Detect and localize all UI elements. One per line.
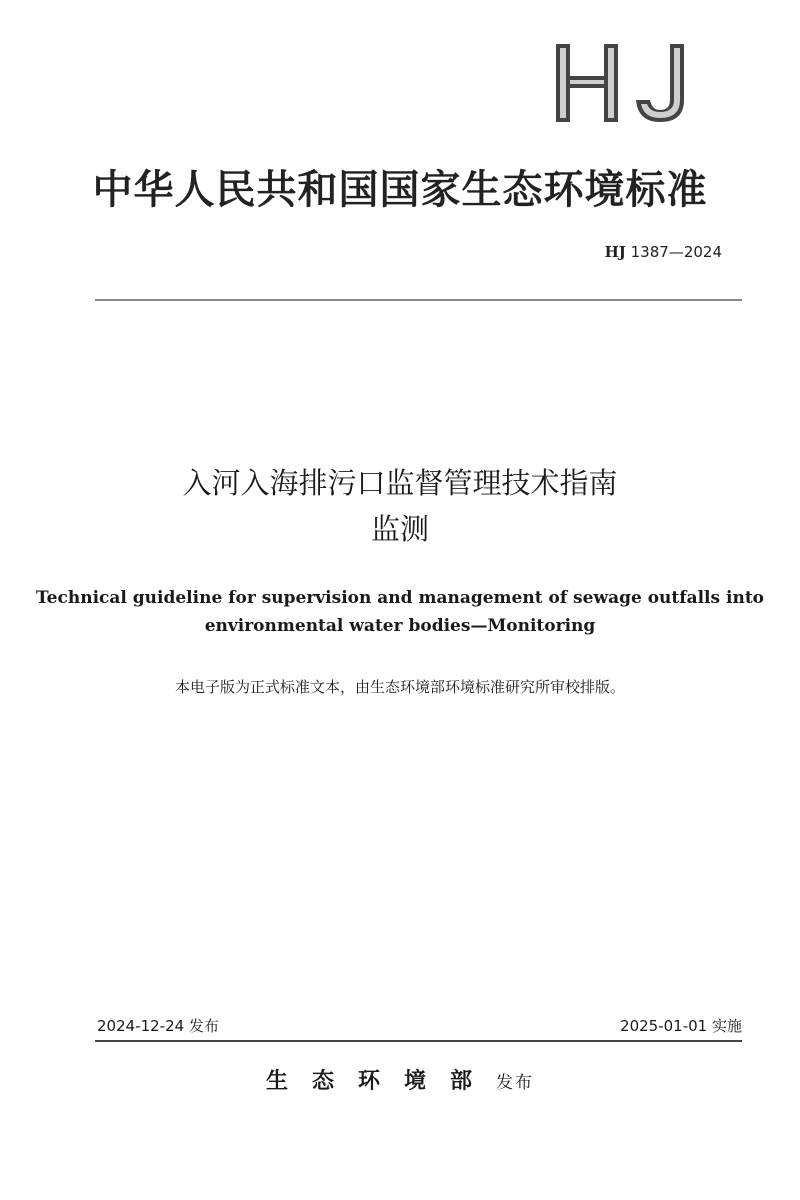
english-title-line-1: Technical guideline for supervision and management of sewage outfalls into bbox=[35, 588, 765, 608]
publisher-org: 生态环境部 bbox=[265, 1068, 496, 1094]
english-title-line-2: environmental water bodies—Monitoring bbox=[204, 616, 596, 636]
english-title bbox=[0, 584, 800, 640]
chinese-title-line-1: 入河入海排污口监督管理技术指南 bbox=[182, 466, 618, 500]
hj-logo bbox=[552, 38, 702, 128]
standard-code: HJ bbox=[604, 243, 626, 261]
publisher-verb: 发布 bbox=[496, 1073, 534, 1093]
issue-date: 2024-12-24 发布 bbox=[97, 1017, 219, 1035]
chinese-title bbox=[0, 460, 800, 552]
national-standard-title: 中华人民共和国国家生态环境标准 bbox=[92, 166, 708, 213]
hj-logo-mark bbox=[552, 38, 702, 128]
chinese-title-line-2: 监测 bbox=[370, 512, 429, 546]
publisher bbox=[0, 1064, 800, 1095]
bottom-divider bbox=[95, 1040, 742, 1042]
top-divider bbox=[95, 299, 742, 301]
electronic-edition-note: 本电子版为正式标准文本，由生态环境部环境标准研究所审校排版。 bbox=[174, 678, 625, 696]
implementation-date: 2025-01-01 实施 bbox=[620, 1017, 742, 1035]
standard-number-value: 1387—2024 bbox=[630, 243, 722, 261]
standard-number bbox=[605, 243, 722, 261]
